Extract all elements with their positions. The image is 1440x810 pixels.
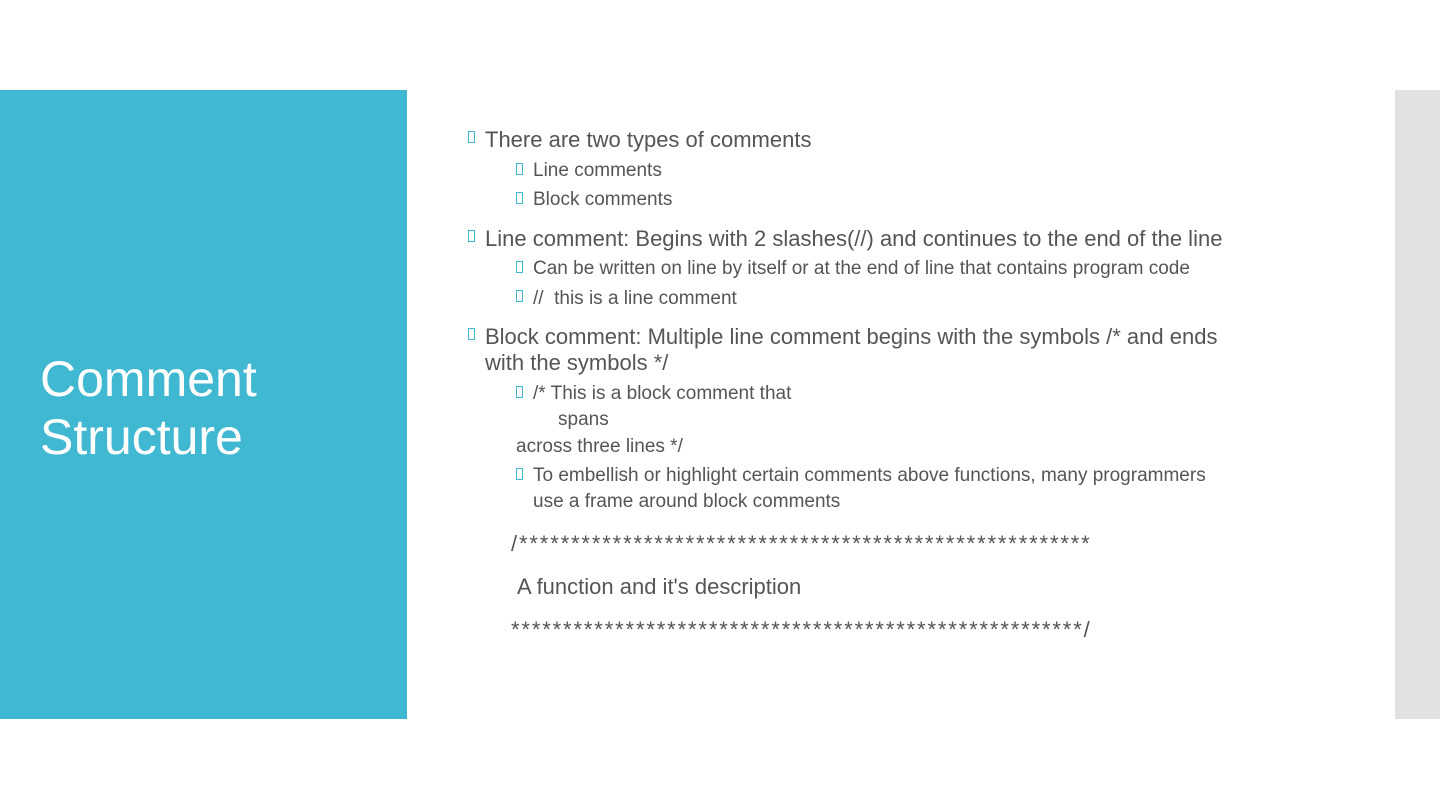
sub-bullet-text: Block comments bbox=[533, 189, 673, 210]
bullet-text: Line comment: Begins with 2 slashes(//) and continues to the end of the line bbox=[485, 226, 1223, 251]
comment-frame-top: /******************************************************* bbox=[511, 531, 1092, 556]
code-example-line: spans bbox=[558, 409, 609, 430]
bullet-text: Block comment: Multiple line comment begins with the symbols /* and ends bbox=[485, 324, 1218, 349]
sub-bullet-text-continued: use a frame around block comments bbox=[533, 491, 841, 512]
sub-bullet-icon bbox=[516, 386, 523, 398]
sub-bullet-text: To embellish or highlight certain comments above functions, many programmers bbox=[533, 465, 1206, 486]
sub-bullet-text: Can be written on line by itself or at the end of line that contains program code bbox=[533, 258, 1190, 279]
sub-bullet-icon bbox=[516, 163, 523, 175]
sub-bullet-text: Line comments bbox=[533, 160, 662, 181]
sub-bullet-icon bbox=[516, 261, 523, 273]
bullet-text: There are two types of comments bbox=[485, 127, 812, 152]
comment-frame-text: A function and it's description bbox=[517, 574, 802, 599]
bullet-icon bbox=[468, 230, 475, 242]
bullet-icon bbox=[468, 328, 475, 340]
sub-bullet-icon bbox=[516, 192, 523, 204]
sub-bullet-icon bbox=[516, 290, 523, 302]
code-example-line: /* This is a block comment that bbox=[533, 383, 792, 404]
slide-title: Comment Structure bbox=[40, 351, 257, 465]
bullet-text-continued: with the symbols */ bbox=[485, 350, 669, 375]
sub-bullet-icon bbox=[516, 468, 523, 480]
code-example-line: // this is a line comment bbox=[533, 288, 737, 309]
code-example-line: across three lines */ bbox=[516, 436, 683, 457]
comment-frame-bottom: *******************************************************/ bbox=[511, 617, 1092, 642]
bullet-icon bbox=[468, 131, 475, 143]
